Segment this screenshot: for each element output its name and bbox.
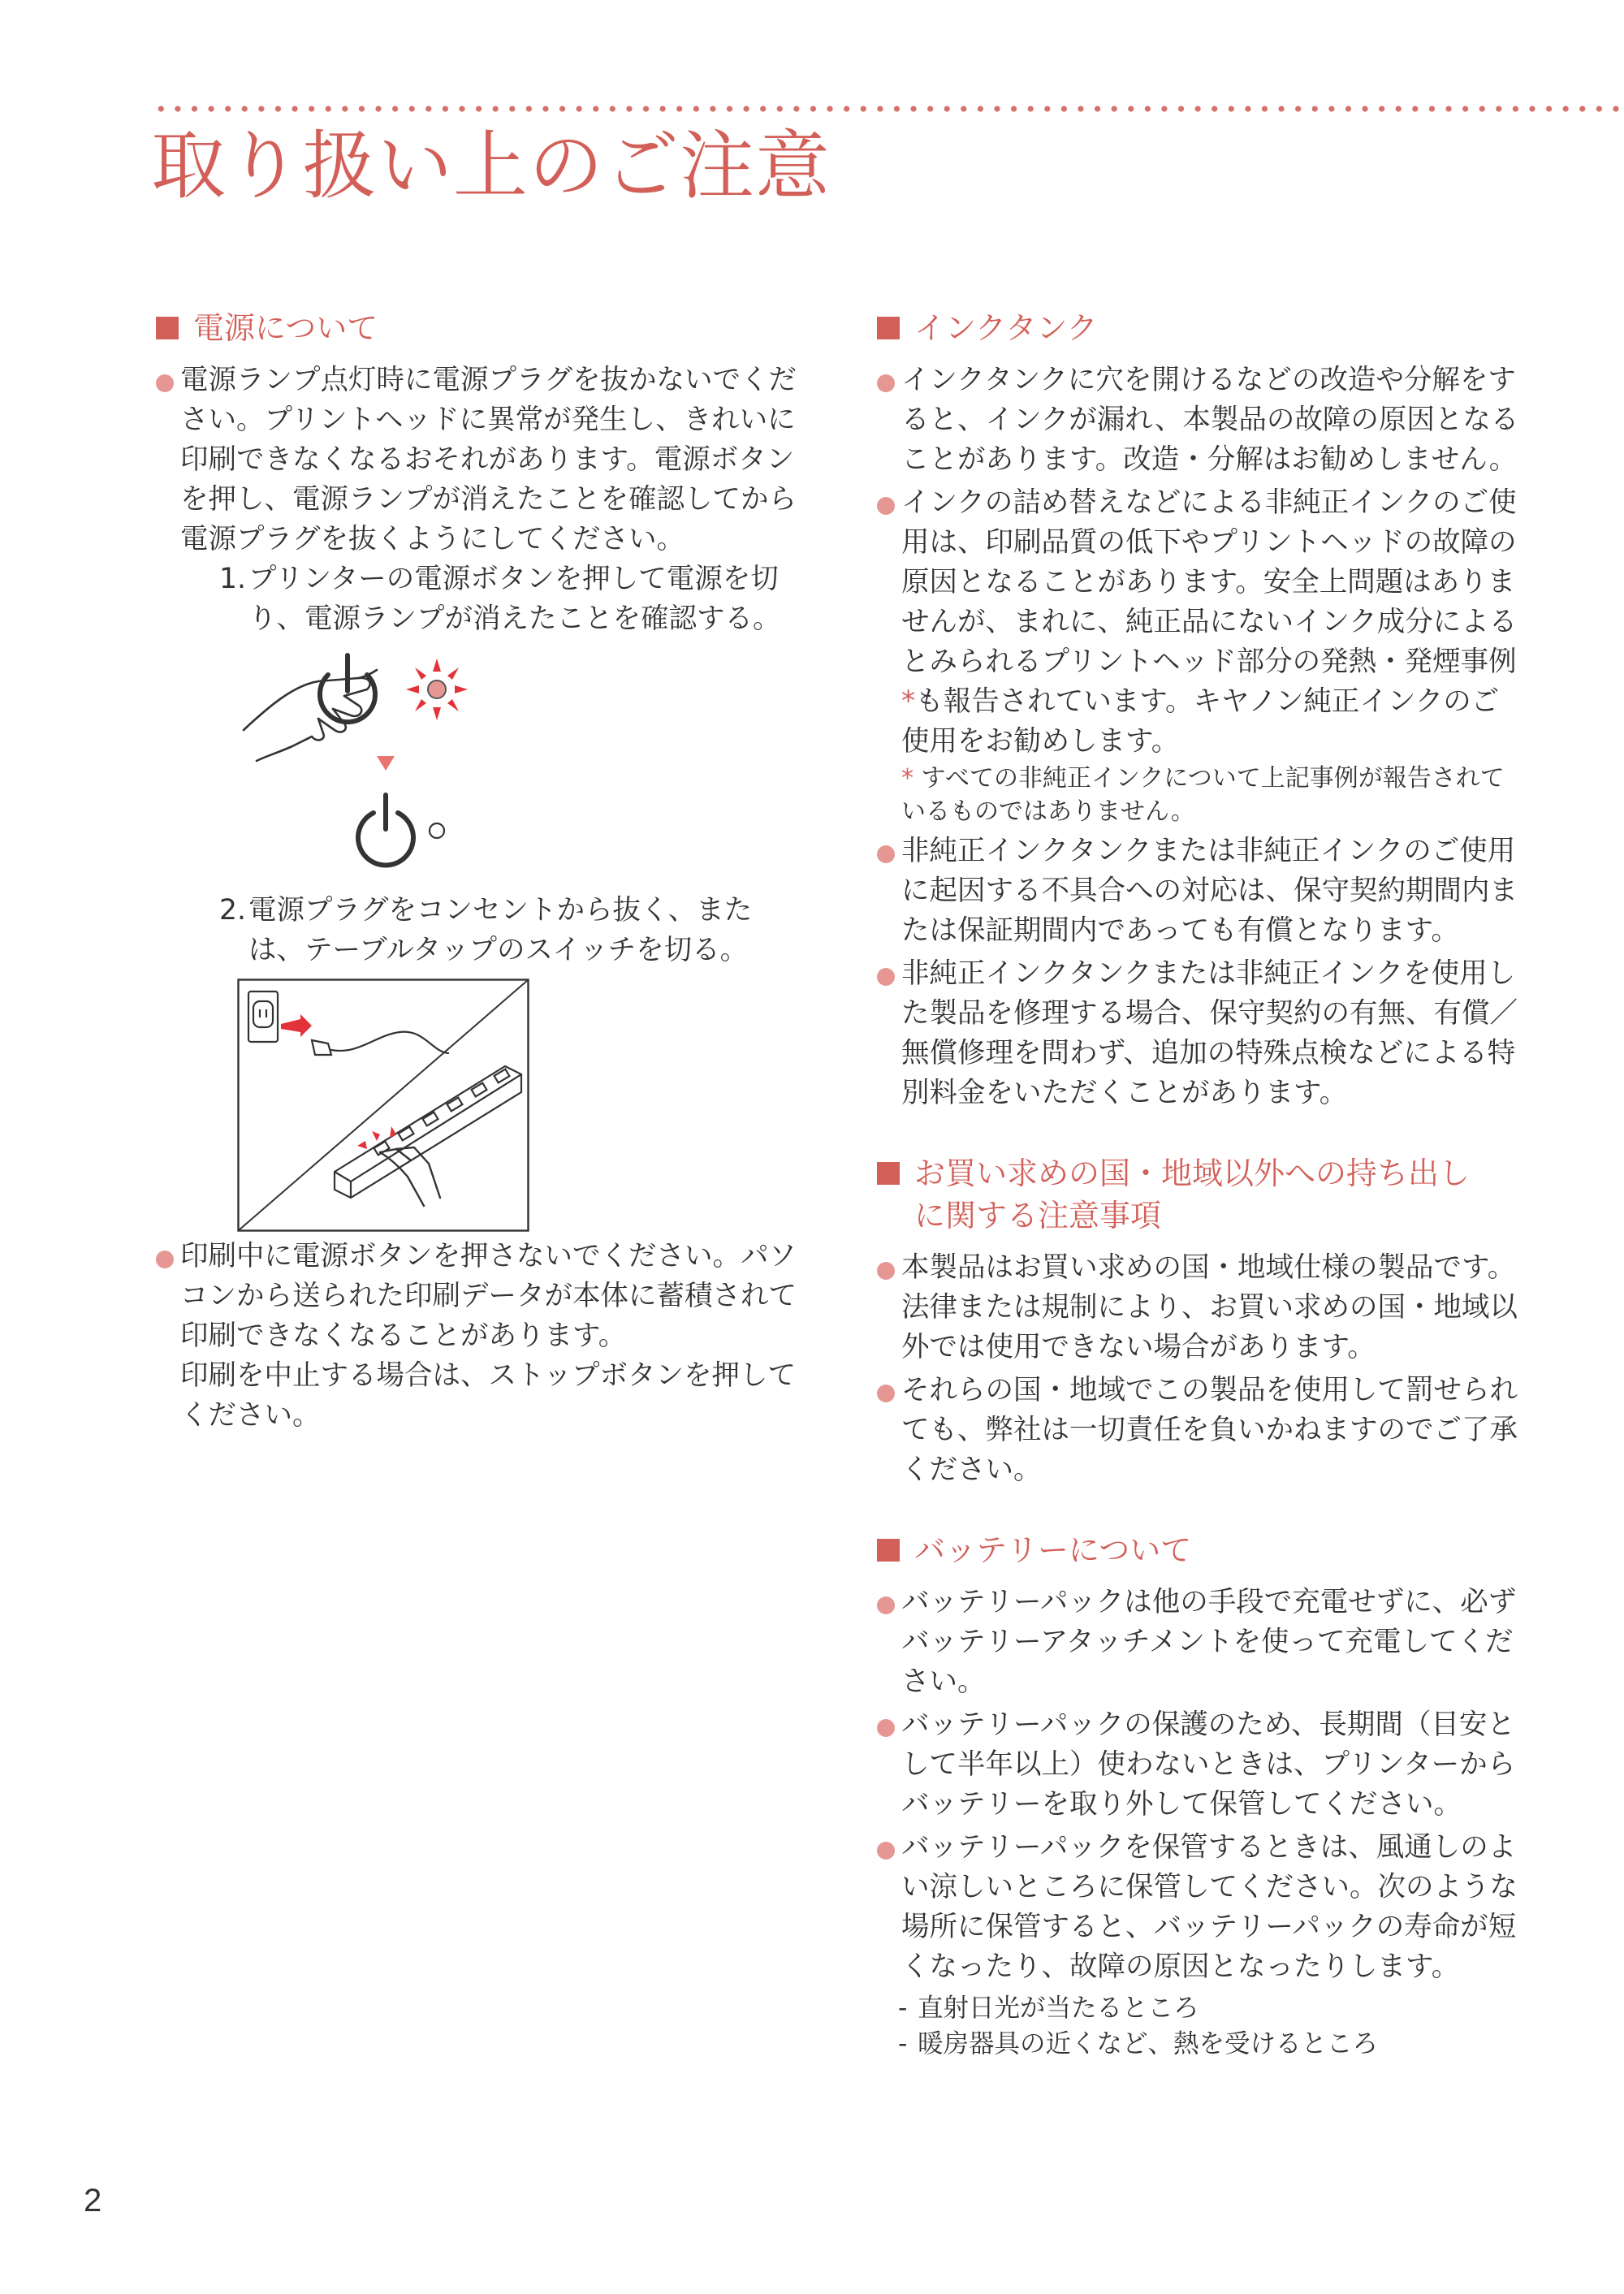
bullet-icon [156,1251,174,1268]
bullet-icon [877,968,895,986]
lamp-off-icon [430,823,444,838]
bullet-icon [877,1719,895,1737]
list-item: - 直射日光が当たるところ [898,1994,1199,2023]
list-item: バッテリーパックを保管するときは、風通しのよい涼しいところに保管してください。次のような場所に保管すると、バッテリーパックの寿命が短くなったり、故障の原因となったりします。 - 直射日光が当たるところ - 暖房器具の近くなど、熱を受けるところ [877,1828,1527,2062]
item-text: 電源ランプ点灯時に電源プラグを抜かないでください。プリントヘッドに異常が発生し、きれいに印刷できなくなるおそれがあります。電源ボタンを押し、電源ランプが消えたことを確認してから電源プラグを抜くようにしてください。 [180,364,797,555]
bullet-icon [877,374,895,392]
bullet-icon [877,1842,895,1860]
unplug-illustration [237,979,529,1232]
battery-list [877,1583,1527,2062]
power-icon-off [358,795,413,866]
list-item: インクの詰め替えなどによる非純正インクのご使用は、印刷品質の低下やプリントヘッドの故障の原因となることがあります。安全上問題はありませんが、まれに、純正品にないインク成分によるとみられるプリントヘッド部分の発熱・発煙事例*も報告されています。キヤノン純正インクのご使用をお勧めします。 * すべての非純正インクについて上記事例が報告されているものではありません。 [877,483,1527,828]
square-marker-icon [877,1162,900,1185]
arrow-down-icon [377,756,395,771]
power-list [156,361,806,1436]
section-heading-battery: バッテリーについて [877,1529,1527,1571]
bullet-icon [877,1262,895,1280]
export-list [877,1248,1527,1490]
square-marker-icon [877,1539,900,1562]
step-list [180,559,806,639]
left-column [156,307,806,1439]
bullet-icon [156,374,174,392]
list-item [156,361,806,1232]
footnote: * すべての非純正インクについて上記事例が報告されているものではありません。 [901,764,1505,826]
blinking-lamp-icon [406,659,468,720]
step-item: 2. 電源プラグをコンセントから抜く、または、テーブルタップのスイッチを切る。 [219,894,753,966]
right-column [877,307,1527,2065]
section-heading-ink: インクタンク [877,307,1527,349]
step-item: 1. プリンターの電源ボタンを押して電源を切り、電源ランプが消えたことを確認する。 [219,563,781,635]
bullet-icon [877,497,895,515]
list-item: それらの国・地域でこの製品を使用して罰せられても、弊社は一切責任を負いかねますのでご了承ください。 [877,1371,1527,1490]
list-item: バッテリーパックの保護のため、長期間（目安として半年以上）使わないときは、プリンターからバッテリーを取り外して保管してください。 [877,1705,1527,1825]
place-list [898,1990,1527,2062]
bullet-icon [877,845,895,863]
list-item: 非純正インクタンクまたは非純正インクのご使用に起因する不具合への対応は、保守契約期間内または保証期間内であっても有償となります。 [877,832,1527,951]
list-item: 非純正インクタンクまたは非純正インクを使用した製品を修理する場合、保守契約の有無、有償／無償修理を問わず、追加の特殊点検などによる特別料金をいただくことがあります。 [877,954,1527,1113]
footnote-mark: * [901,685,916,718]
list-item: インクタンクに穴を開けるなどの改造や分解をすると、インクが漏れ、本製品の故障の原因となることがあります。改造・分解はお勧めしません。 [877,361,1527,480]
list-item: 本製品はお買い求めの国・地域仕様の製品です。法律または規制により、お買い求めの国・地域以外では使用できない場合があります。 [877,1248,1527,1367]
bullet-icon [877,1385,895,1402]
power-off-illustration [237,649,562,884]
list-item [156,1237,806,1436]
square-marker-icon [877,317,900,339]
ink-list [877,361,1527,1113]
square-marker-icon [156,317,179,339]
dotted-rule [153,105,1624,113]
section-heading-export: お買い求めの国・地域以外への持ち出し に関する注意事項 [877,1152,1527,1237]
section-heading-power: 電源について [156,307,806,349]
page-title: 取り扱い上のご注意 [151,123,831,210]
step-list [180,891,806,970]
list-item: - 暖房器具の近くなど、熱を受けるところ [898,2029,1379,2059]
hand-press-icon [244,670,377,761]
bullet-icon [877,1596,895,1614]
item-text: 印刷を中止する場合は、ストップボタンを押してください。 [180,1359,796,1432]
item-text: 印刷中に電源ボタンを押さないでください。パソコンから送られた印刷データが本体に蓄積されて印刷できなくなることがあります。 [180,1240,797,1352]
page-number: 2 [84,2183,102,2218]
list-item: バッテリーパックは他の手段で充電せずに、必ずバッテリーアタッチメントを使って充電してください。 [877,1583,1527,1702]
